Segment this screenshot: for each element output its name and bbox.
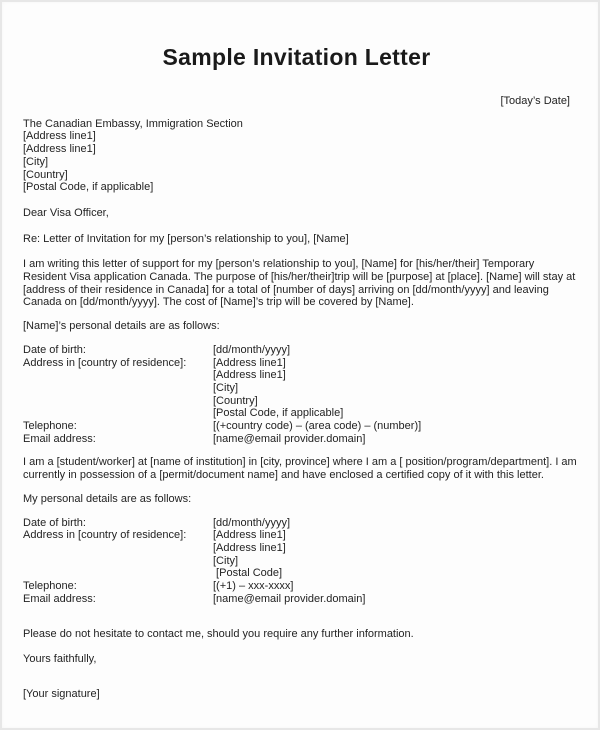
detail-value-group: [213, 433, 570, 446]
body-paragraph-2: [23, 456, 577, 482]
detail-label: Date of birth:: [23, 343, 86, 356]
detail-value: [name@email provider.domain]: [213, 432, 366, 445]
table-row: [23, 433, 570, 446]
table-row: [23, 357, 570, 421]
paragraph-line: currently in possession of a [permit/document name] and have enclosed a certified copy of it with this letter.: [23, 469, 544, 482]
host-details-intro: My personal details are as follows:: [23, 492, 192, 505]
table-row: [23, 529, 570, 580]
detail-value: [City]: [213, 554, 239, 567]
detail-label: Address in [country of residence]:: [23, 529, 187, 542]
detail-value: [dd/month/yyyy]: [213, 343, 291, 356]
detail-label: Telephone:: [23, 580, 77, 593]
detail-value-group: [213, 593, 570, 606]
recipient-line: [Postal Code, if applicable]: [23, 181, 154, 194]
subject-line: Re: Letter of Invitation for my [person’s relationship to you], [Name]: [23, 232, 349, 245]
recipient-line: [Country]: [23, 168, 68, 181]
document-title: Sample Invitation Letter: [162, 44, 431, 70]
table-row: [23, 420, 570, 433]
detail-value-group: [213, 344, 570, 357]
table-row: [23, 344, 570, 357]
recipient-line: The Canadian Embassy, Immigration Section: [23, 117, 243, 130]
signature-placeholder: [Your signature]: [23, 687, 100, 700]
paragraph-line: I am writing this letter of support for my [person’s relationship to you], [Name] for [his/her/their] Temporary: [23, 258, 535, 271]
detail-label: Email address:: [23, 432, 96, 445]
body-paragraph-1: [23, 258, 576, 309]
detail-value-group: [213, 517, 570, 530]
host-details-table: [23, 517, 570, 606]
detail-value: [(+country code) – (area code) – (number)]: [213, 420, 422, 433]
guest-details-intro: [Name]’s personal details are as follows:: [23, 320, 220, 333]
detail-label: Address in [country of residence]:: [23, 356, 187, 369]
paragraph-line: I am a [student/worker] at [name of institution] in [city, province] where I am a [ position/program/department]. I am: [23, 456, 577, 469]
paragraph-line: Resident Visa application Canada. The purpose of [his/her/their]trip will be [purpose] at [place]. [Name] will stay at: [23, 271, 576, 284]
recipient-line: [Address line1]: [23, 143, 96, 156]
table-row: [23, 580, 570, 593]
detail-value: [City]: [213, 381, 239, 394]
valediction: Yours faithfully,: [23, 653, 97, 666]
detail-value: [dd/month/yyyy]: [213, 516, 291, 529]
detail-value: [Postal Code]: [213, 567, 283, 580]
salutation: Dear Visa Officer,: [23, 206, 109, 219]
detail-value: [Postal Code, if applicable]: [213, 407, 344, 420]
recipient-address-block: [23, 118, 570, 194]
table-row: [23, 517, 570, 530]
detail-value: [Address line1]: [213, 356, 286, 369]
detail-value: [Address line1]: [213, 541, 286, 554]
today-date: [Today’s Date]: [500, 95, 570, 107]
table-row: [23, 593, 570, 606]
paragraph-line: Canada on [dd/month/yyyy]. The cost of [Name]’s trip will be covered by [Name].: [23, 296, 414, 309]
recipient-line: [Address line1]: [23, 130, 96, 143]
detail-value: [name@email provider.domain]: [213, 592, 366, 605]
detail-value: [Country]: [213, 394, 258, 407]
detail-value-group: [213, 580, 570, 593]
paragraph-line: [address of their residence in Canada] for a total of [number of days] arriving on [dd/month/yyyy] and leaving: [23, 283, 549, 296]
detail-label: Telephone:: [23, 420, 77, 433]
detail-value: [Address line1]: [213, 529, 286, 542]
detail-value: [Address line1]: [213, 369, 286, 382]
detail-value-group: [213, 357, 570, 421]
detail-value-group: [213, 529, 570, 580]
detail-label: Email address:: [23, 592, 96, 605]
detail-value: [(+1) – xxx-xxxx]: [213, 580, 294, 593]
recipient-line: [City]: [23, 155, 49, 168]
guest-details-table: [23, 344, 570, 446]
closing-paragraph: Please do not hesitate to contact me, should you require any further information.: [23, 627, 414, 640]
detail-value-group: [213, 420, 570, 433]
detail-label: Date of birth:: [23, 516, 86, 529]
